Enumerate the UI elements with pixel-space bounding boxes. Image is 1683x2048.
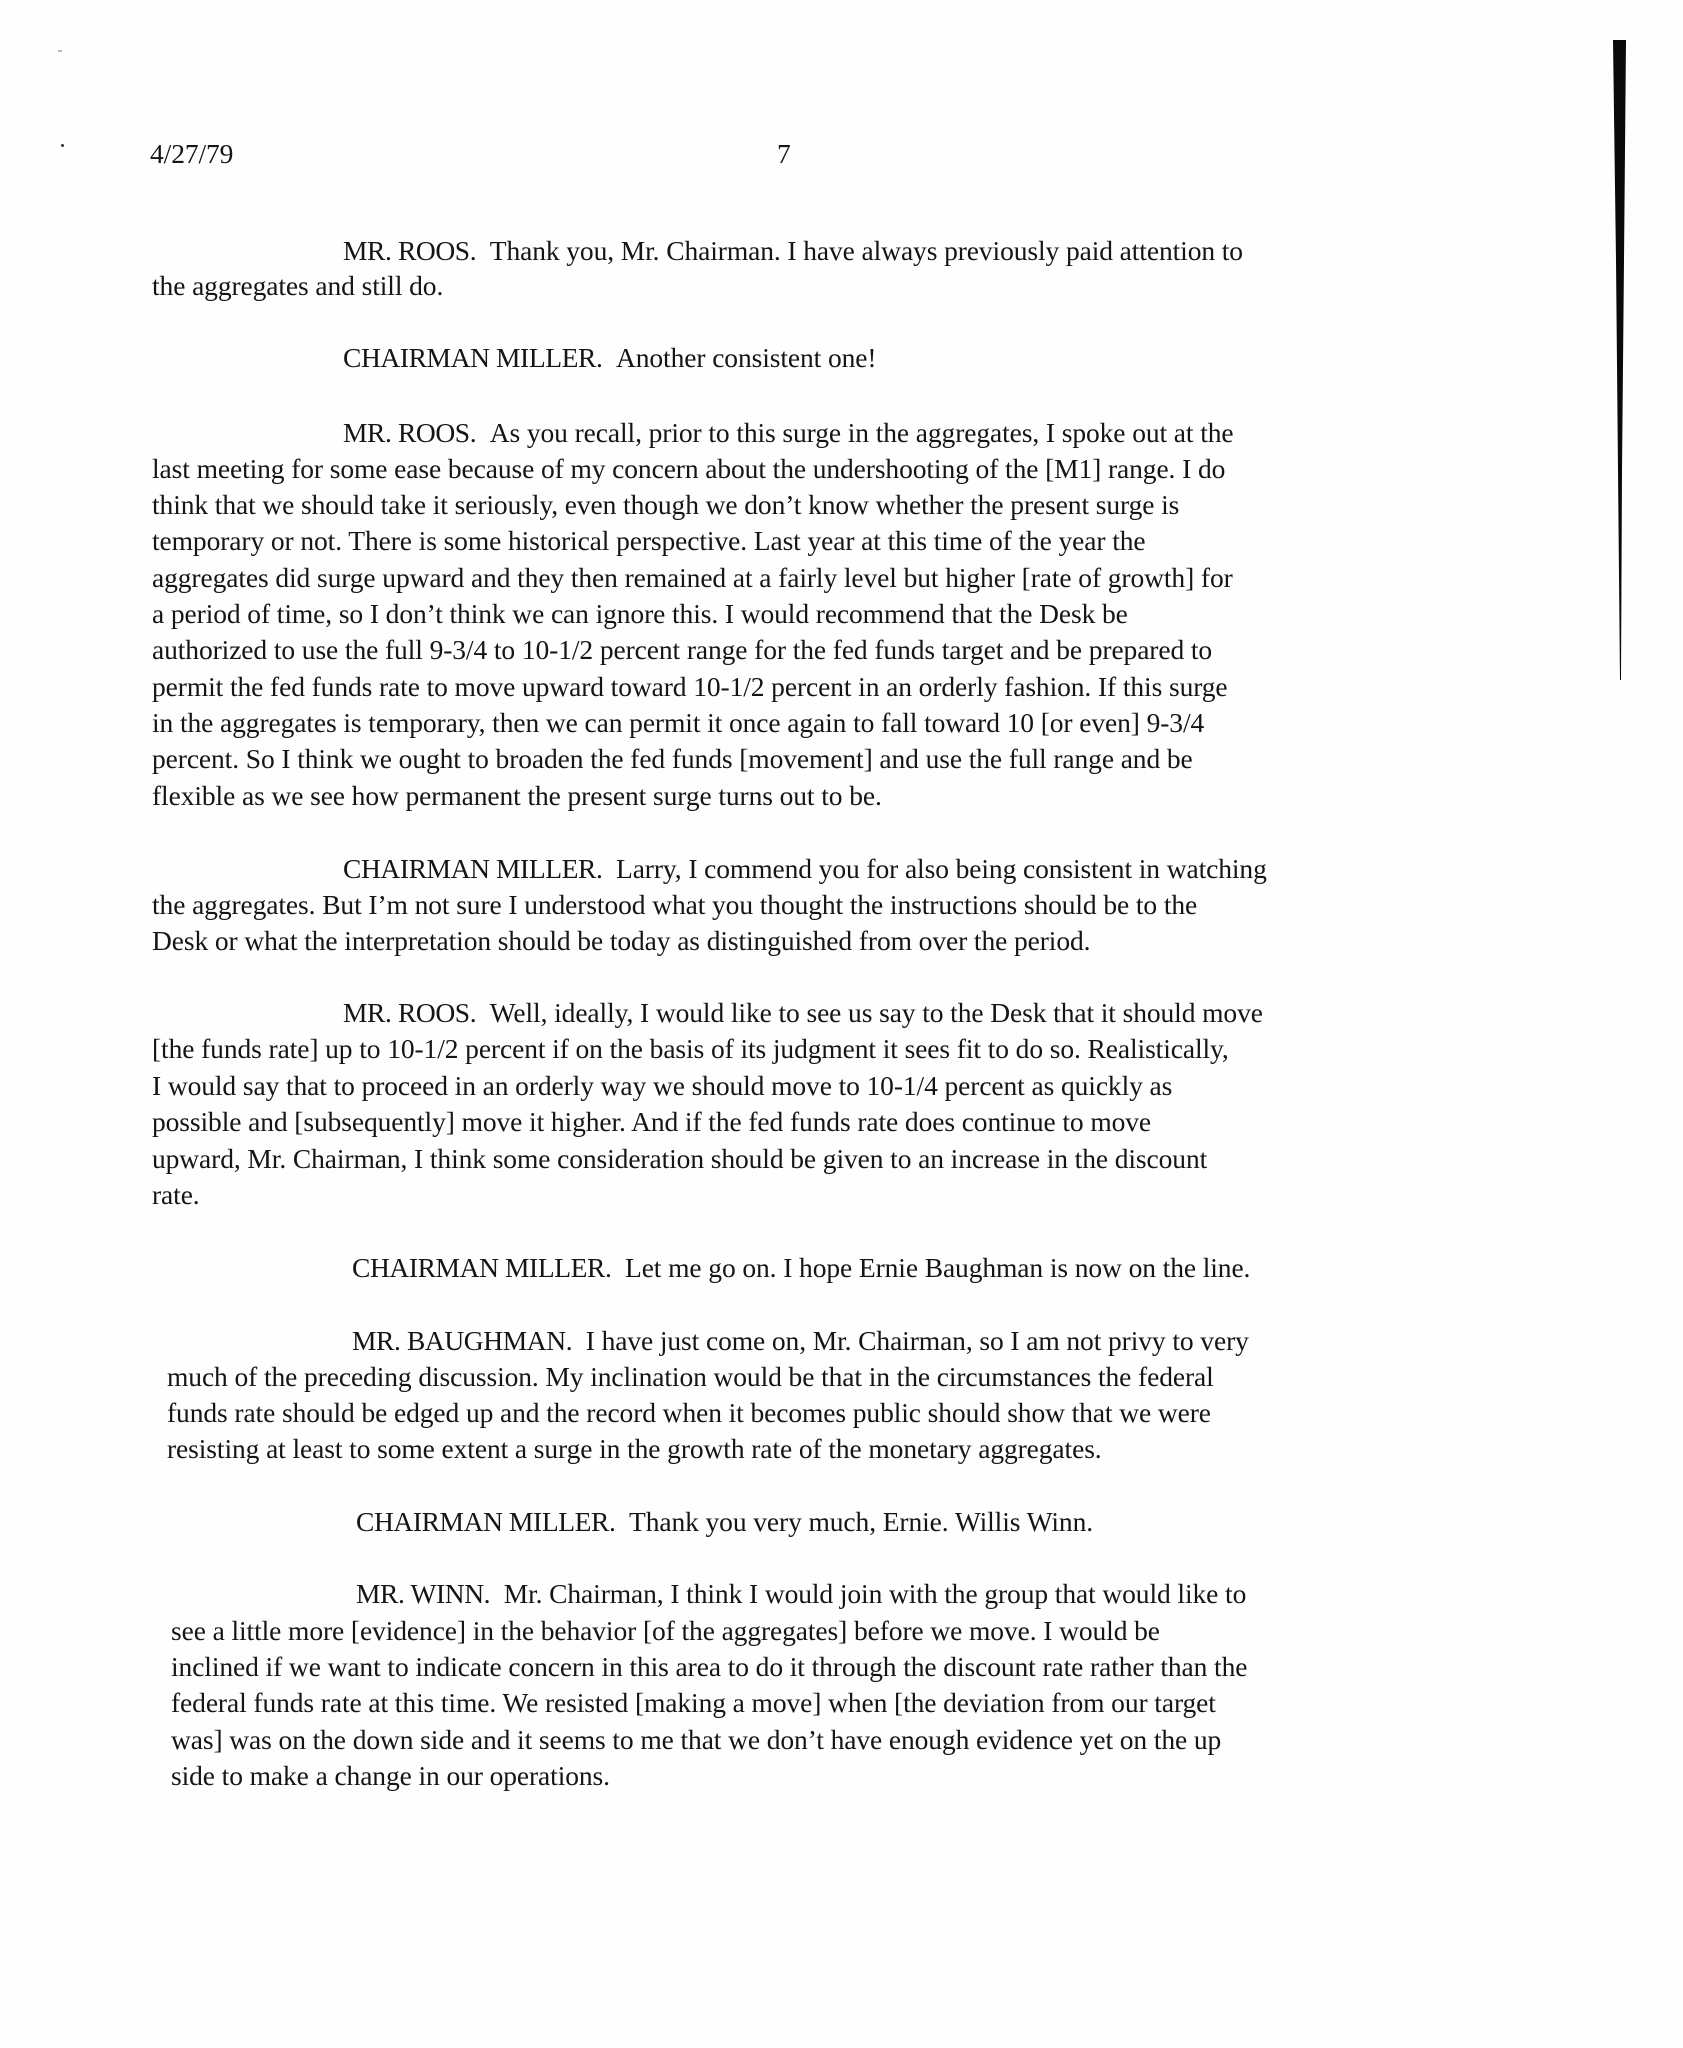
line-text: percent. So I think we ought to broaden the fed funds [movement] and use the full range and be [152, 743, 1193, 774]
line-text: I would say that to proceed in an orderly way we should move to 10-1/4 percent as quickly as [152, 1070, 1173, 1101]
line-text: authorized to use the full 9-3/4 to 10-1/2 percent range for the fed funds target and be prepared to [152, 634, 1213, 665]
turn-first-line [352, 1250, 1250, 1286]
speaker-name: CHAIRMAN MILLER. [343, 342, 603, 373]
speaker-name: MR. ROOS. [343, 235, 477, 266]
turn-first-line [343, 851, 1267, 887]
line-text: inclined if we want to indicate concern in this area to do it through the discount rate rather than the [171, 1651, 1248, 1682]
line-text: Thank you very much, Ernie. Willis Winn. [629, 1506, 1094, 1537]
scan-speck [58, 50, 62, 52]
speaker-name: MR. WINN. [356, 1578, 491, 1609]
line-text: Mr. Chairman, I think I would join with the group that would like to [503, 1578, 1247, 1609]
scan-speck [61, 144, 64, 147]
line-text: flexible as we see how permanent the present surge turns out to be. [152, 780, 882, 811]
line-text: temporary or not. There is some historical perspective. Last year at this time of the year the [152, 525, 1146, 556]
line-text: was] was on the down side and it seems to me that we don’t have enough evidence yet on the up [171, 1724, 1222, 1755]
speaker-name: MR. ROOS. [343, 417, 477, 448]
line-text: permit the fed funds rate to move upward toward 10-1/2 percent in an orderly fashion. If this surge [152, 671, 1228, 702]
line-text: see a little more [evidence] in the behavior [of the aggregates] before we move. I would be [171, 1615, 1160, 1646]
speaker-name: CHAIRMAN MILLER. [343, 853, 603, 884]
line-text: aggregates did surge upward and they then remained at a fairly level but higher [rate of growth] for [152, 562, 1233, 593]
speaker-name: MR. BAUGHMAN. [352, 1325, 573, 1356]
line-text: the aggregates. But I’m not sure I understood what you thought the instructions should be to the [152, 889, 1198, 920]
line-text: think that we should take it seriously, even though we don’t know whether the present surge is [152, 489, 1180, 520]
page-number: 7 [777, 138, 791, 169]
speaker-name: MR. ROOS. [343, 997, 477, 1028]
speaker-name: CHAIRMAN MILLER. [356, 1506, 616, 1537]
line-text: resisting at least to some extent a surge in the growth rate of the monetary aggregates. [167, 1433, 1102, 1464]
turn-first-line [343, 340, 876, 376]
document-date: 4/27/79 [150, 138, 234, 169]
line-text: Another consistent one! [616, 342, 877, 373]
line-text: As you recall, prior to this surge in the aggregates, I spoke out at the [489, 417, 1234, 448]
turn-first-line [343, 415, 1234, 451]
line-text: side to make a change in our operations. [171, 1760, 610, 1791]
line-text: Let me go on. I hope Ernie Baughman is now on the line. [625, 1252, 1251, 1283]
line-text: rate. [152, 1179, 200, 1210]
line-text: Larry, I commend you for also being consistent in watching [616, 853, 1267, 884]
margin-change-bar-shape [1610, 40, 1630, 680]
line-text: [the funds rate] up to 10-1/2 percent if on the basis of its judgment it sees fit to do so. Realistically, [152, 1033, 1229, 1064]
line-text: last meeting for some ease because of my concern about the undershooting of the [M1] range. I do [152, 453, 1226, 484]
line-text: Desk or what the interpretation should be today as distinguished from over the period. [152, 925, 1091, 956]
line-text: a period of time, so I don’t think we can ignore this. I would recommend that the Desk be [152, 598, 1128, 629]
turn-first-line [356, 1504, 1093, 1540]
turn-first-line [343, 233, 1243, 269]
line-text: the aggregates and still do. [152, 270, 444, 301]
line-text: I have just come on, Mr. Chairman, so I am not privy to very [585, 1325, 1249, 1356]
line-text: upward, Mr. Chairman, I think some consideration should be given to an increase in the discount [152, 1143, 1208, 1174]
speaker-name: CHAIRMAN MILLER. [352, 1252, 612, 1283]
line-text: funds rate should be edged up and the record when it becomes public should show that we were [167, 1397, 1211, 1428]
line-text: Thank you, Mr. Chairman. I have always previously paid attention to [489, 235, 1243, 266]
line-text: possible and [subsequently] move it higher. And if the fed funds rate does continue to move [152, 1106, 1152, 1137]
turn-first-line [352, 1323, 1249, 1359]
turn-first-line [343, 995, 1263, 1031]
line-text: Well, ideally, I would like to see us say to the Desk that it should move [489, 997, 1263, 1028]
turn-first-line [356, 1576, 1246, 1612]
line-text: much of the preceding discussion. My inclination would be that in the circumstances the federal [167, 1361, 1214, 1392]
line-text: federal funds rate at this time. We resisted [making a move] when [the deviation from our target [171, 1687, 1216, 1718]
line-text: in the aggregates is temporary, then we can permit it once again to fall toward 10 [or even] 9-3/4 [152, 707, 1205, 738]
